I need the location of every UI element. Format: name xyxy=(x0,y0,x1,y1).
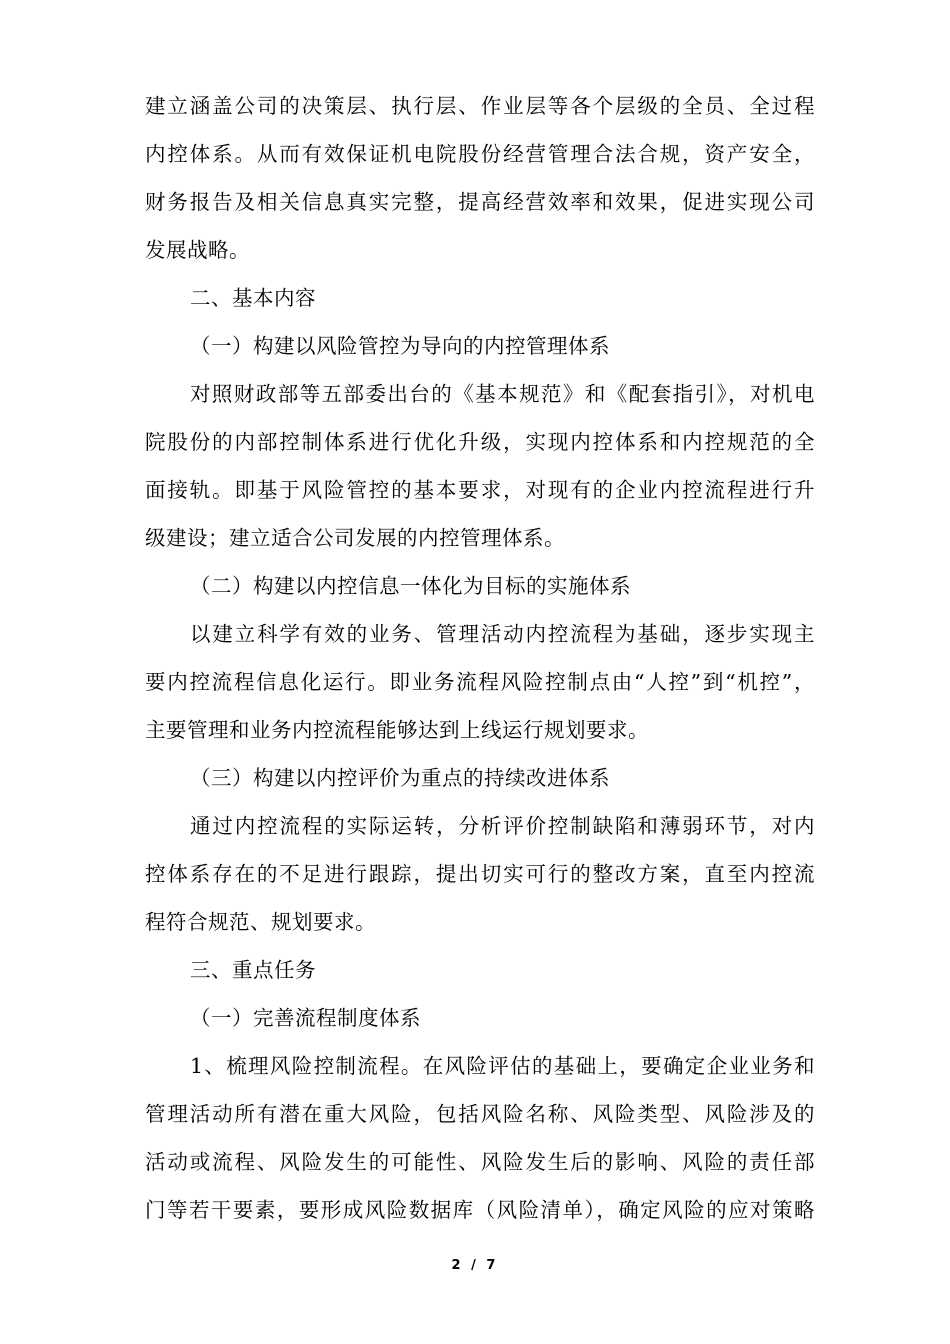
section-heading-key-tasks: 三、重点任务 xyxy=(190,958,316,982)
text-line-21: 1、梳理风险控制流程。在风险评估的基础上，要确定企业业务和 xyxy=(190,1054,815,1078)
text-line-13: 要内控流程信息化运行。即业务流程风险控制点由“人控”到“机控”， xyxy=(145,670,815,694)
subsection-heading-3: （三）构建以内控评价为重点的持续改进体系 xyxy=(190,766,610,790)
text-line-24: 门等若干要素，要形成风险数据库（风险清单），确定风险的应对策略 xyxy=(145,1198,815,1222)
text-line-2: 内控体系。从而有效保证机电院股份经营管理合法合规，资产安全， xyxy=(145,142,815,166)
text-line-9: 面接轨。即基于风险管控的基本要求，对现有的企业内控流程进行升 xyxy=(145,478,815,502)
text-line-23: 活动或流程、风险发生的可能性、风险发生后的影响、风险的责任部 xyxy=(145,1150,815,1174)
text-line-12: 以建立科学有效的业务、管理活动内控流程为基础，逐步实现主 xyxy=(190,622,815,646)
text-line-10: 级建设；建立适合公司发展的内控管理体系。 xyxy=(145,526,565,550)
section-heading-basic-content: 二、基本内容 xyxy=(190,286,316,310)
subsection-heading-1: （一）构建以风险管控为导向的内控管理体系 xyxy=(190,334,610,358)
text-line-1: 建立涵盖公司的决策层、执行层、作业层等各个层级的全员、全过程 xyxy=(145,94,815,118)
text-line-16: 通过内控流程的实际运转，分析评价控制缺陷和薄弱环节，对内 xyxy=(190,814,815,838)
text-line-18: 程符合规范、规划要求。 xyxy=(145,910,376,934)
text-line-17: 控体系存在的不足进行跟踪，提出切实可行的整改方案，直至内控流 xyxy=(145,862,815,886)
text-line-8: 院股份的内部控制体系进行优化升级，实现内控体系和内控规范的全 xyxy=(145,430,815,454)
subsection-heading-2: （二）构建以内控信息一体化为目标的实施体系 xyxy=(190,574,631,598)
text-line-14: 主要管理和业务内控流程能够达到上线运行规划要求。 xyxy=(145,718,649,742)
text-line-7: 对照财政部等五部委出台的《基本规范》和《配套指引》，对机电 xyxy=(190,382,815,406)
text-line-22: 管理活动所有潜在重大风险，包括风险名称、风险类型、风险涉及的 xyxy=(145,1102,815,1126)
subsection-heading-4: （一）完善流程制度体系 xyxy=(190,1006,421,1030)
text-line-4: 发展战略。 xyxy=(145,238,250,262)
text-line-3: 财务报告及相关信息真实完整，提高经营效率和效果，促进实现公司 xyxy=(145,190,815,214)
page-number: 2 / 7 xyxy=(451,1258,499,1273)
